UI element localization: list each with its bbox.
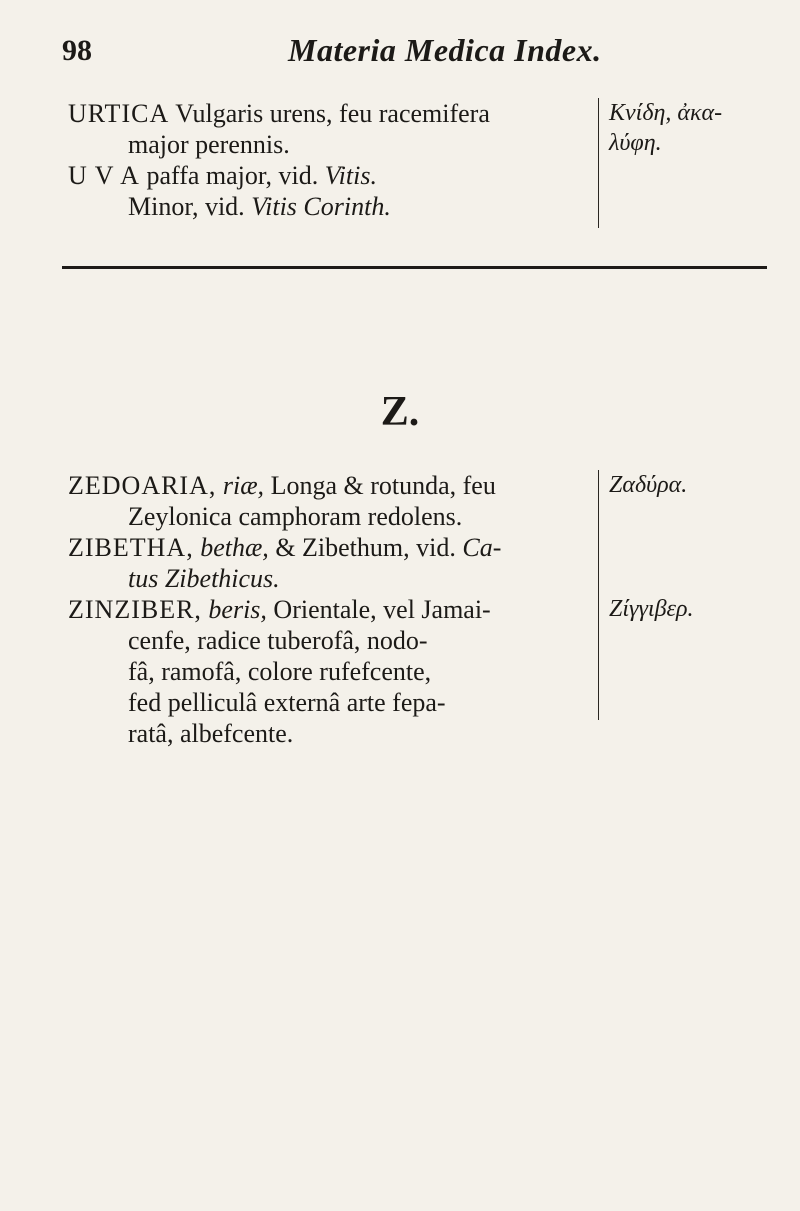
entry-first-line <box>68 532 596 563</box>
greek-column <box>598 98 736 228</box>
greek-equivalent: λύφη. <box>609 130 662 156</box>
index-entry <box>68 470 596 532</box>
italic-text: Vitis. <box>324 161 377 190</box>
entry-continuation-line <box>68 687 596 718</box>
entry-text: Zeylonica camphoram redolens. <box>128 502 463 531</box>
entry-first-line <box>68 594 596 625</box>
headword: URTICA <box>68 99 170 128</box>
running-title: Materia Medica Index. <box>288 32 602 68</box>
greek-column <box>598 470 736 720</box>
entry-continuation-line <box>68 501 596 532</box>
headword: ZIBETHA, <box>68 533 194 562</box>
headword: ZEDOARIA, <box>68 471 217 500</box>
entry-continuation-line <box>68 718 596 749</box>
entry-text: Longa & rotunda, feu <box>264 471 496 500</box>
entry-first-line <box>68 98 596 129</box>
entry-continuation-line <box>68 563 596 594</box>
entry-text: ratâ, albefcente. <box>128 719 294 748</box>
italic-text: bethæ, <box>200 533 269 562</box>
entry-text: paffa major, vid. <box>139 161 325 190</box>
page-number: 98 <box>62 34 92 67</box>
index-entry <box>68 594 596 749</box>
index-entry <box>68 160 596 222</box>
entry-text: cenfe, radice tuberofâ, nodo- <box>128 626 428 655</box>
italic-text: beris, <box>208 595 267 624</box>
italic-text: Vitis Corinth. <box>251 192 391 221</box>
headword: U V A <box>68 161 140 190</box>
entry-text: Minor, vid. <box>128 192 252 221</box>
entry-text: fâ, ramofâ, colore rufefcente, <box>128 657 432 686</box>
entries-block-z <box>68 470 736 748</box>
entry-continuation-line <box>68 129 596 160</box>
greek-equivalent: Κνίδη, ἀκα- <box>609 100 723 126</box>
latin-entries <box>68 470 596 749</box>
latin-entries <box>68 98 596 222</box>
index-entry <box>68 532 596 594</box>
index-entry <box>68 98 596 160</box>
section-divider <box>62 266 767 269</box>
entry-text: fed pelliculâ externâ arte fepa- <box>128 688 446 717</box>
italic-text: riæ, <box>222 471 265 500</box>
entry-continuation-line <box>68 656 596 687</box>
greek-equivalent: Ζίγγιβερ. <box>609 596 694 622</box>
page-header <box>62 28 762 78</box>
italic-text: tus Zibethicus. <box>128 564 280 593</box>
entry-first-line <box>68 470 596 501</box>
section-letter: Z. <box>380 389 420 435</box>
entry-text: Orientale, vel Jamai- <box>266 595 491 624</box>
headword: ZINZIBER, <box>68 595 202 624</box>
entry-continuation-line <box>68 625 596 656</box>
entry-text: major perennis. <box>128 130 290 159</box>
entry-text: & Zibethum, vid. <box>268 533 463 562</box>
entries-block-u <box>68 98 736 228</box>
greek-equivalent: Ζαδύρα. <box>609 472 688 498</box>
entry-text: Vulgaris urens, feu racemifera <box>169 99 490 128</box>
italic-text: Ca- <box>462 533 502 562</box>
entry-first-line <box>68 160 596 191</box>
entry-continuation-line <box>68 191 596 222</box>
